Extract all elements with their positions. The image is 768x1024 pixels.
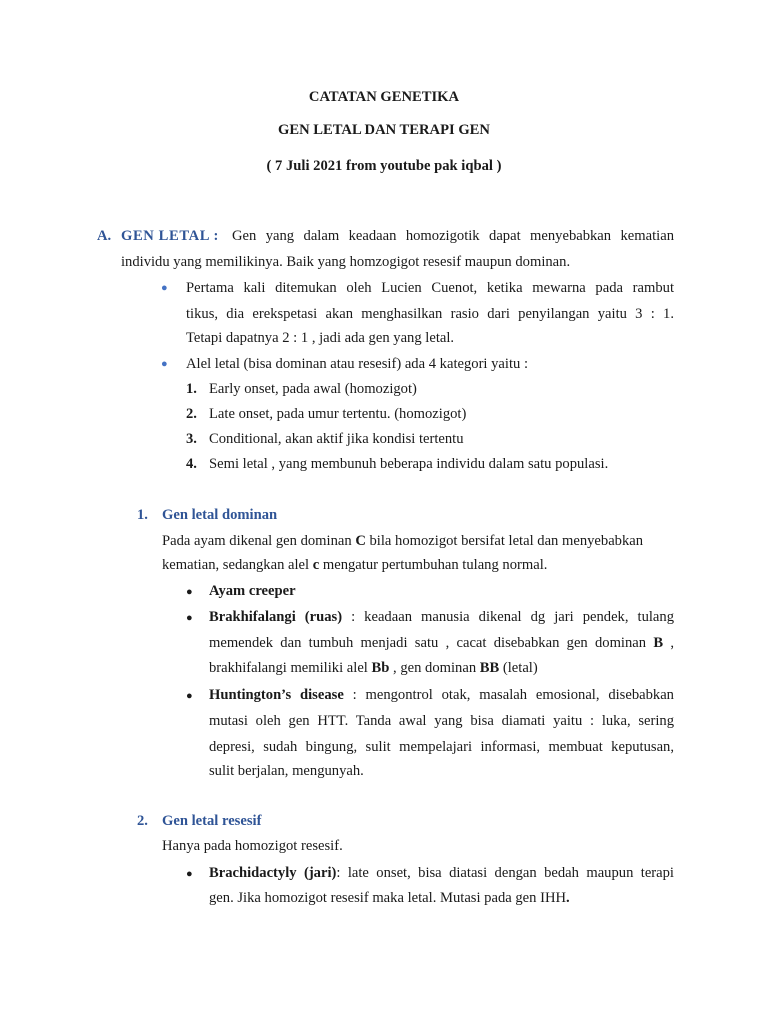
document-subtitle: GEN LETAL DAN TERAPI GEN xyxy=(278,122,490,138)
section-1-para-line2: kematian, sedangkan alel c mengatur pertumbuhan tulang normal. xyxy=(162,557,548,573)
bullet-icon: ● xyxy=(186,868,193,880)
item-huntington-line1: Huntington’s disease : mengontrol otak, masalah emosional, disebabkan xyxy=(209,687,674,703)
section-2-intro: Hanya pada homozigot resesif. xyxy=(162,838,343,854)
item-huntington-line2: mutasi oleh gen HTT. Tanda awal yang bisa diamati yaitu : luka, sering xyxy=(209,713,674,729)
bullet-icon: ● xyxy=(186,612,193,624)
section-a-marker: A. xyxy=(97,228,112,244)
bullet1-line1: Pertama kali ditemukan oleh Lucien Cuenot, ketika mewarna pada rambut xyxy=(186,280,674,296)
section-a-text-line2: individu yang memilikinya. Baik yang homzogigot resesif maupun dominan. xyxy=(121,254,571,270)
item-huntington-line3: depresi, sudah bingung, sulit mempelajari informasi, membuat keputusan, xyxy=(209,739,674,755)
bullet1-line2: tikus, dia erekspetasi akan menghasilkan rasio dari penyilangan yaitu 3 : 1. xyxy=(186,306,674,322)
section-1-number: 1. xyxy=(137,507,148,523)
bullet-icon: ● xyxy=(161,358,168,370)
section-2-heading: Gen letal resesif xyxy=(162,813,262,829)
bullet-icon: ● xyxy=(161,282,168,294)
item-brakhifalangi-line1: Brakhifalangi (ruas) : keadaan manusia dikenal dg jari pendek, tulang xyxy=(209,609,674,625)
category-number: 1. xyxy=(186,381,197,397)
item-brakhifalangi-line3: brakhifalangi memiliki alel Bb , gen dominan BB (letal) xyxy=(209,660,538,676)
document-title: CATATAN GENETIKA xyxy=(308,89,460,105)
category-text: Conditional, akan aktif jika kondisi tertentu xyxy=(209,431,464,447)
bullet-icon: ● xyxy=(186,586,193,598)
item-brachidactyly-line1: Brachidactyly (jari): late onset, bisa diatasi dengan bedah maupun terapi xyxy=(209,865,674,881)
item-huntington-line4: sulit berjalan, mengunyah. xyxy=(209,763,364,779)
section-a-text-line1: Gen yang dalam keadaan homozigotik dapat menyebabkan kematian xyxy=(232,228,674,244)
section-1-para-line1: Pada ayam dikenal gen dominan C bila homozigot bersifat letal dan menyebabkan xyxy=(162,533,644,549)
bullet2-text: Alel letal (bisa dominan atau resesif) ada 4 kategori yaitu : xyxy=(186,356,529,372)
section-a-heading: GEN LETAL : xyxy=(121,228,219,244)
item-ayam-creeper: Ayam creeper xyxy=(209,583,296,599)
category-number: 4. xyxy=(186,456,197,472)
item-brakhifalangi-line2: memendek dan tumbuh menjadi satu , cacat disebabkan gen dominan B , xyxy=(209,635,674,651)
item-brachidactyly-line2: gen. Jika homozigot resesif maka letal. Mutasi pada gen IHH. xyxy=(209,890,570,906)
category-text: Late onset, pada umur tertentu. (homozigot) xyxy=(209,406,467,422)
bullet1-line3: Tetapi dapatnya 2 : 1 , jadi ada gen yang letal. xyxy=(186,330,455,346)
category-text: Semi letal , yang membunuh beberapa individu dalam satu populasi. xyxy=(209,456,609,472)
category-number: 3. xyxy=(186,431,197,447)
category-text: Early onset, pada awal (homozigot) xyxy=(209,381,417,397)
section-1-heading: Gen letal dominan xyxy=(162,507,278,523)
bullet-icon: ● xyxy=(186,690,193,702)
section-2-number: 2. xyxy=(137,813,148,829)
document-date: ( 7 Juli 2021 from youtube pak iqbal ) xyxy=(266,158,502,174)
category-number: 2. xyxy=(186,406,197,422)
